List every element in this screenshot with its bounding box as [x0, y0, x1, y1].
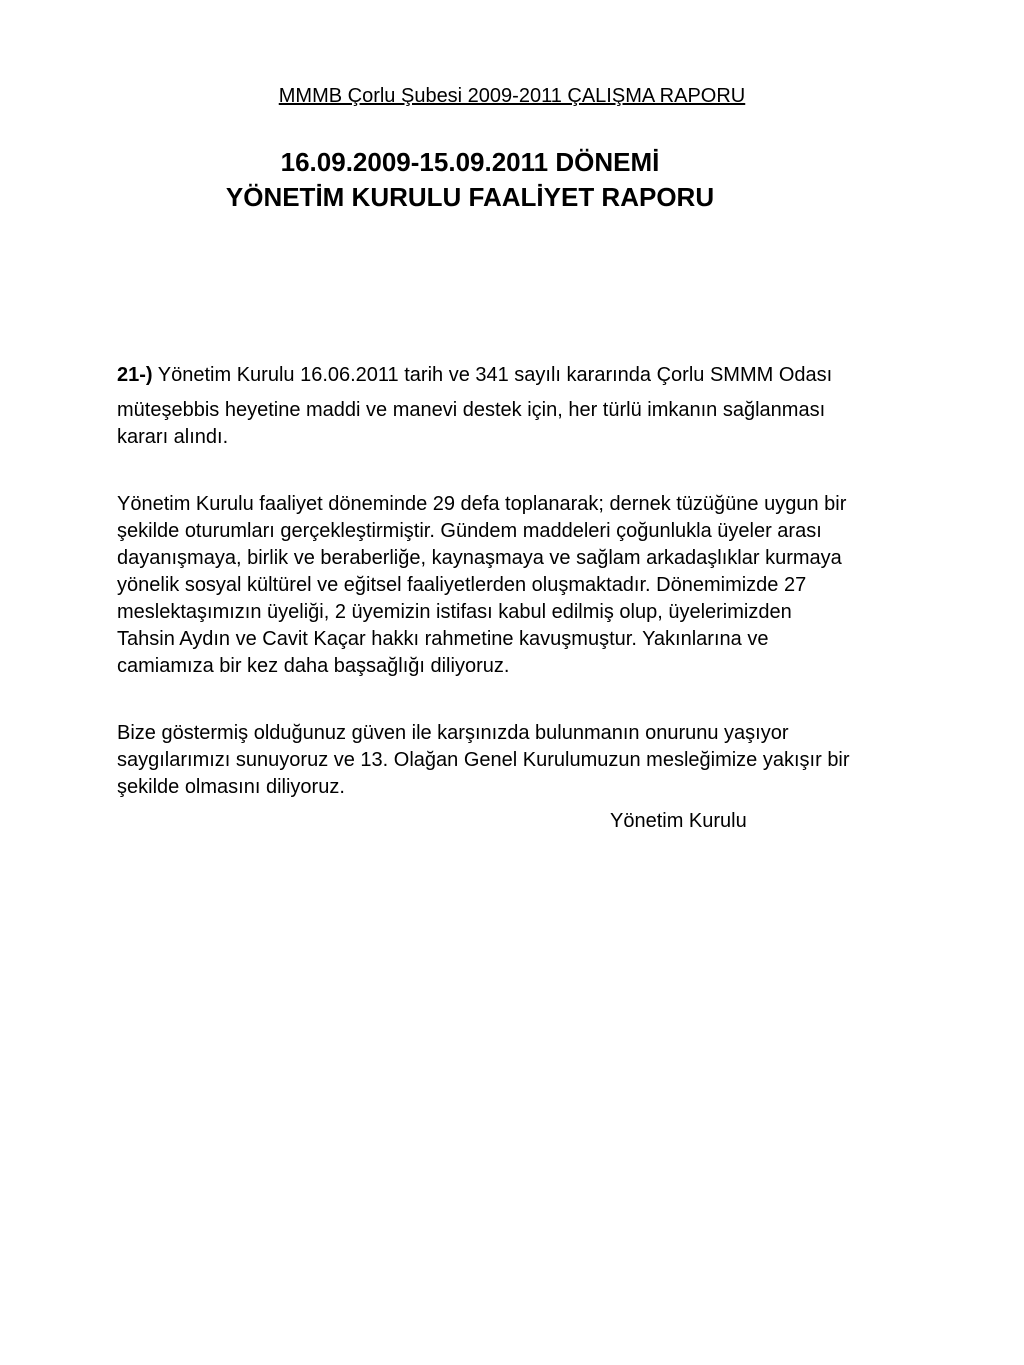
paragraph-line: müteşebbis heyetine maddi ve manevi destek için, her türlü imkanın sağlanması	[117, 399, 826, 421]
paragraph-line: kararı alındı.	[117, 426, 229, 448]
activity-paragraph	[117, 491, 967, 680]
paragraph-line: Bize göstermiş olduğunuz güven ile karşınızda bulunmanın onurunu yaşıyor	[117, 722, 789, 744]
paragraph-line: Yönetim Kurulu faaliyet döneminde 29 defa toplanarak; dernek tüzüğüne uygun bir	[117, 493, 847, 515]
paragraph-line: şekilde olmasını diliyoruz.	[117, 776, 345, 798]
signature: Yönetim Kurulu	[610, 810, 747, 832]
paragraph-line: saygılarımızı sunuyoruz ve 13. Olağan Genel Kurulumuzun mesleğimize yakışır bir	[117, 749, 850, 771]
item-text: Yönetim Kurulu 16.06.2011 tarih ve 341 sayılı kararında Çorlu SMMM Odası	[152, 364, 833, 386]
item-number: 21-)	[117, 364, 153, 386]
report-header: MMMB Çorlu Şubesi 2009-2011 ÇALIŞMA RAPORU	[278, 85, 746, 107]
paragraph-line: Tahsin Aydın ve Cavit Kaçar hakkı rahmetine kavuşmuştur. Yakınlarına ve	[117, 628, 769, 650]
paragraph-line: şekilde oturumları gerçekleştirmiştir. Gündem maddeleri çoğunlukla üyeler arası	[117, 520, 822, 542]
page-title-report: YÖNETİM KURULU FAALİYET RAPORU	[225, 182, 715, 212]
paragraph-line	[117, 362, 967, 389]
paragraph-line: dayanışmaya, birlik ve beraberliğe, kaynaşmaya ve sağlam arkadaşlıklar kurmaya	[117, 547, 842, 569]
paragraph-line: yönelik sosyal kültürel ve eğitsel faaliyetlerden oluşmaktadır. Dönemimizde 27	[117, 574, 807, 596]
page-title-period: 16.09.2009-15.09.2011 DÖNEMİ	[280, 147, 660, 177]
item-21-paragraph	[117, 362, 967, 451]
closing-paragraph	[117, 720, 967, 801]
paragraph-line: meslektaşımızın üyeliği, 2 üyemizin istifası kabul edilmiş olup, üyelerimizden	[117, 601, 792, 623]
paragraph-line: camiamıza bir kez daha başsağlığı diliyoruz.	[117, 655, 510, 677]
